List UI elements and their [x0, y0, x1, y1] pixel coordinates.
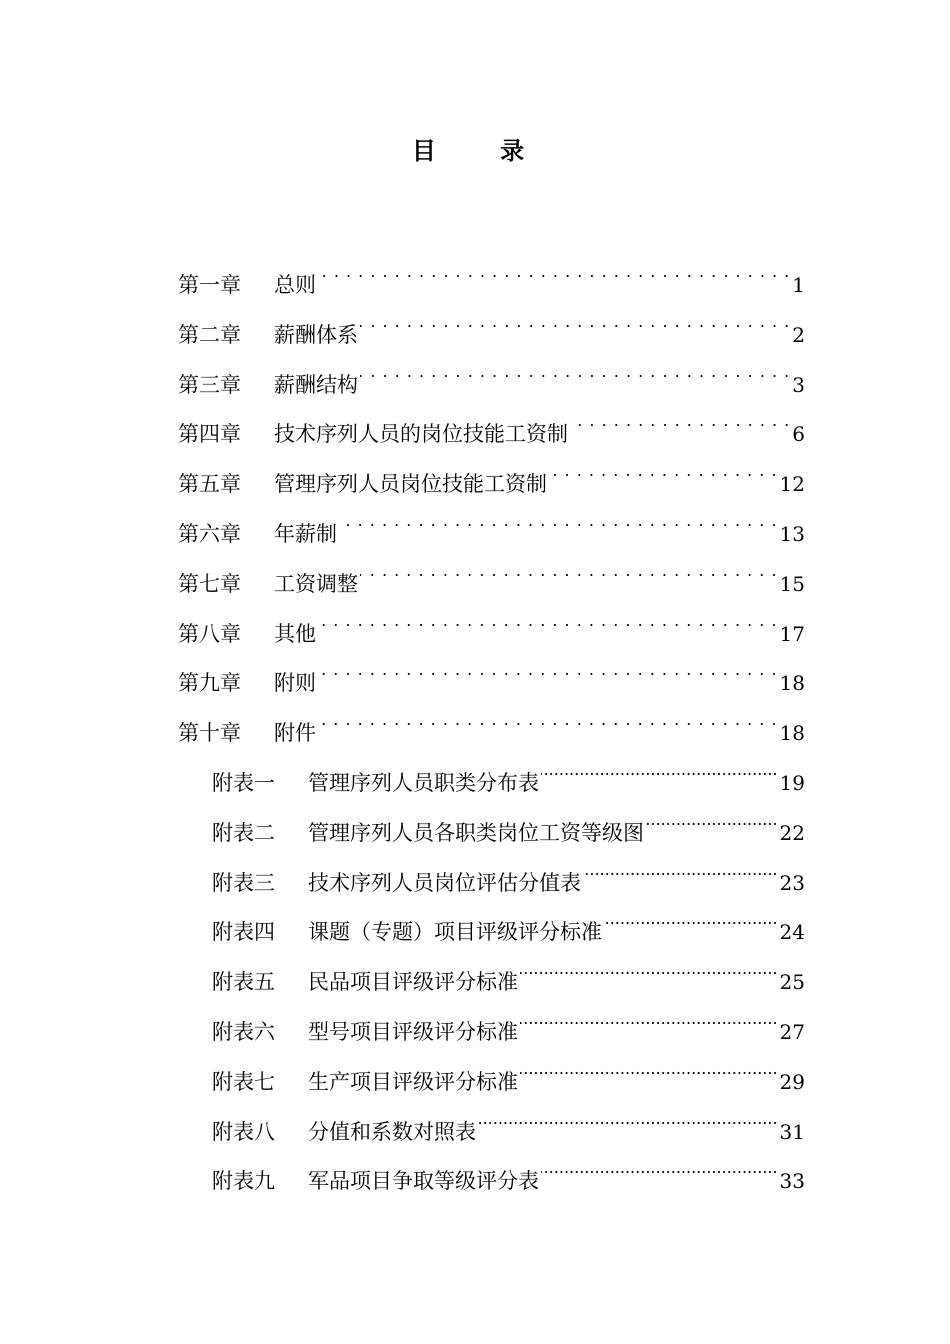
dot-leader — [541, 1158, 778, 1188]
page-number: 25 — [779, 970, 805, 995]
dot-leader — [478, 1109, 778, 1139]
dot-leader — [318, 262, 790, 292]
chapter-label: 第八章 — [178, 621, 241, 646]
dot-leader — [318, 611, 778, 641]
page-number: 17 — [779, 621, 805, 646]
toc-chapter-entry[interactable] — [0, 611, 805, 661]
chapter-label: 第三章 — [178, 372, 241, 397]
chapter-label: 第十章 — [178, 721, 241, 746]
toc-appendix-entry[interactable] — [0, 1009, 805, 1059]
appendix-label: 附表五 — [212, 970, 275, 995]
dot-leader — [583, 860, 778, 890]
dot-leader — [520, 1059, 778, 1089]
page-number: 19 — [779, 770, 805, 795]
appendix-label: 附表八 — [212, 1119, 275, 1144]
dot-leader — [541, 760, 778, 790]
page-number: 29 — [779, 1069, 805, 1094]
chapter-title: 总则 — [274, 273, 316, 297]
chapter-label: 第四章 — [178, 422, 241, 447]
page-number: 13 — [779, 521, 805, 546]
dot-leader — [549, 461, 778, 491]
toc-appendix-entry[interactable] — [0, 959, 805, 1009]
appendix-label: 附表二 — [212, 820, 275, 845]
page-number: 2 — [792, 322, 805, 347]
chapter-label: 第九章 — [178, 671, 241, 696]
chapter-label: 第六章 — [178, 521, 241, 546]
page-number: 1 — [792, 273, 805, 297]
chapter-title: 管理序列人员岗位技能工资制 — [274, 472, 547, 497]
dot-leader — [520, 959, 778, 989]
appendix-title: 管理序列人员职类分布表 — [308, 770, 539, 795]
dot-leader — [339, 511, 778, 541]
toc-chapter-entry[interactable] — [0, 710, 805, 760]
appendix-title: 生产项目评级评分标准 — [308, 1069, 518, 1094]
chapter-label: 第五章 — [178, 472, 241, 497]
chapter-title: 附件 — [274, 721, 316, 746]
page-number: 6 — [792, 422, 805, 447]
appendix-title: 课题（专题）项目评级评分标准 — [308, 920, 602, 945]
toc-heading: 目 录 — [411, 137, 553, 165]
page-number: 18 — [779, 721, 805, 746]
toc-appendix-entry[interactable] — [0, 860, 805, 910]
dot-leader — [646, 810, 778, 840]
dot-leader — [604, 909, 778, 939]
toc-appendix-entry[interactable] — [0, 1059, 805, 1109]
page-number: 12 — [779, 472, 805, 497]
appendix-title: 管理序列人员各职类岗位工资等级图 — [308, 820, 644, 845]
toc-chapter-entry[interactable] — [0, 362, 805, 412]
chapter-label: 第二章 — [178, 322, 241, 347]
chapter-label: 第一章 — [178, 273, 241, 297]
toc-appendix-entry[interactable] — [0, 1109, 805, 1159]
toc-chapter-entry[interactable] — [0, 660, 805, 710]
toc-chapter-entry[interactable] — [0, 561, 805, 611]
toc-appendix-entry[interactable] — [0, 810, 805, 860]
chapter-title: 其他 — [274, 621, 316, 646]
toc-chapter-entry[interactable] — [0, 461, 805, 511]
appendix-label: 附表六 — [212, 1019, 275, 1044]
toc-appendix-entry[interactable] — [0, 1158, 805, 1208]
dot-leader — [360, 362, 790, 392]
dot-leader — [520, 1009, 778, 1039]
chapter-title: 技术序列人员的岗位技能工资制 — [274, 422, 568, 447]
dot-leader — [318, 710, 778, 740]
chapter-title: 薪酬结构 — [274, 372, 358, 397]
toc-chapter-entry[interactable] — [0, 411, 805, 461]
page-number: 33 — [779, 1169, 805, 1194]
appendix-label: 附表七 — [212, 1069, 275, 1094]
dot-leader — [570, 411, 790, 441]
toc-chapter-entry[interactable] — [0, 312, 805, 362]
toc-appendix-entry[interactable] — [0, 760, 805, 810]
page-number: 15 — [779, 571, 805, 596]
appendix-title: 分值和系数对照表 — [308, 1119, 476, 1144]
appendix-label: 附表九 — [212, 1169, 275, 1194]
appendix-label: 附表四 — [212, 920, 275, 945]
appendix-title: 民品项目评级评分标准 — [308, 970, 518, 995]
toc-appendix-entry[interactable] — [0, 909, 805, 959]
chapter-title: 附则 — [274, 671, 316, 696]
dot-leader — [360, 312, 790, 342]
toc-chapter-entry[interactable] — [0, 262, 805, 312]
appendix-title: 型号项目评级评分标准 — [308, 1019, 518, 1044]
page-number: 24 — [779, 920, 805, 945]
page-number: 3 — [792, 372, 805, 397]
chapter-title: 工资调整 — [274, 571, 358, 596]
dot-leader — [318, 660, 778, 690]
page-number: 22 — [779, 820, 805, 845]
page-number: 18 — [779, 671, 805, 696]
appendix-label: 附表一 — [212, 770, 275, 795]
appendix-title: 军品项目争取等级评分表 — [308, 1169, 539, 1194]
page-number: 27 — [779, 1019, 805, 1044]
chapter-label: 第七章 — [178, 571, 241, 596]
toc-chapter-entry[interactable] — [0, 511, 805, 561]
chapter-title: 年薪制 — [274, 521, 337, 546]
appendix-label: 附表三 — [212, 870, 275, 895]
dot-leader — [360, 561, 778, 591]
table-of-contents — [0, 262, 950, 1208]
appendix-title: 技术序列人员岗位评估分值表 — [308, 870, 581, 895]
page-number: 23 — [779, 870, 805, 895]
chapter-title: 薪酬体系 — [274, 322, 358, 347]
page-number: 31 — [779, 1119, 805, 1144]
